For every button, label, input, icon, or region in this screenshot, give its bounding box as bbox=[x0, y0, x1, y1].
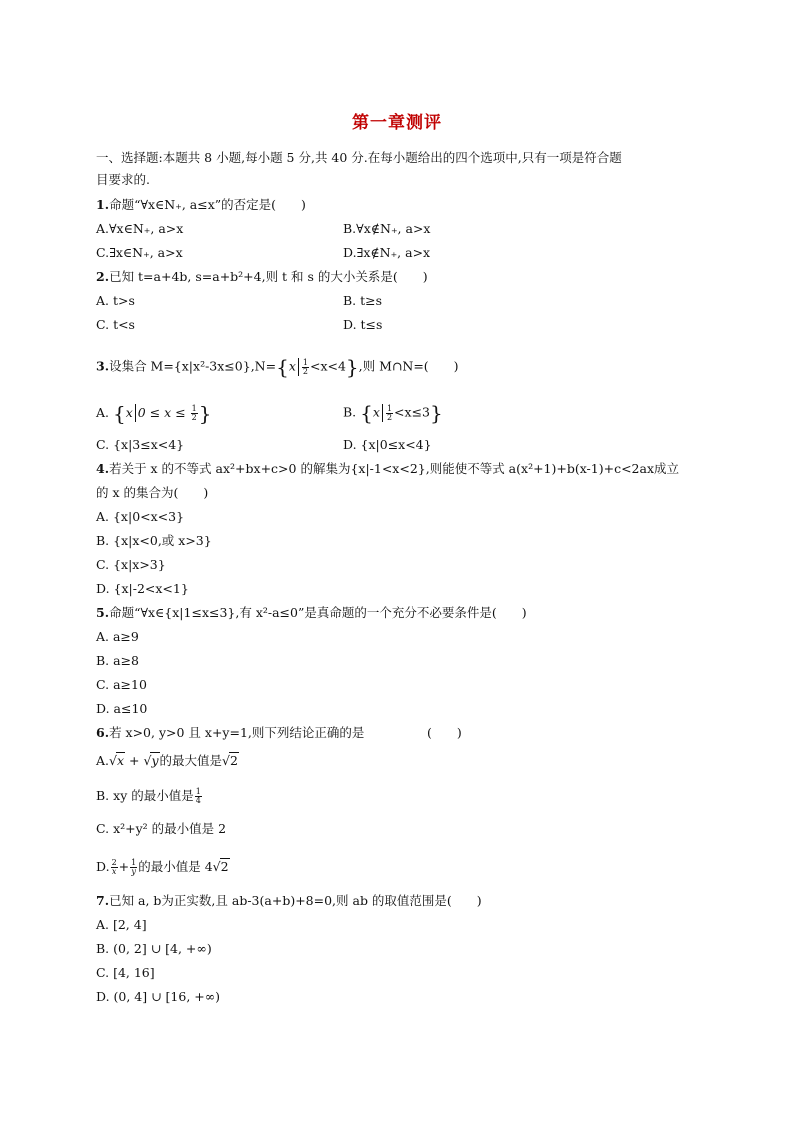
fraction: $\frac{1}{2}$ bbox=[386, 403, 393, 422]
question-7 bbox=[96, 893, 482, 909]
sqrt-icon: √ bbox=[212, 859, 221, 874]
option-d: D. $\frac{2}{x}$ + $\frac{1}{y}$ 的最小值是 4√2 bbox=[96, 858, 229, 876]
option-c: C. [4, 16] bbox=[96, 965, 155, 980]
fraction: $\frac{1}{4}$ bbox=[195, 787, 201, 805]
fraction: $\frac{2}{x}$ bbox=[111, 858, 117, 876]
option-b: B. t≥s bbox=[343, 293, 383, 308]
question-stem: 若 x>0, y>0 且 x+y=1,则下列结论正确的是 bbox=[109, 725, 365, 740]
page-title: 第一章测评 bbox=[352, 113, 442, 133]
option-a: A.∀x∈N₊, a>x bbox=[96, 221, 184, 236]
left-brace-icon: { bbox=[360, 401, 373, 425]
question-number: 3. bbox=[96, 358, 110, 374]
option-d: D. a≤10 bbox=[96, 701, 148, 716]
question-1 bbox=[96, 197, 306, 213]
set-condition: <x<4 bbox=[309, 358, 346, 374]
option-a: A. [2, 4] bbox=[96, 917, 147, 932]
option-c: C.∃x∈N₊, a>x bbox=[96, 245, 183, 260]
set-bar-icon bbox=[382, 404, 383, 422]
option-d: D. {x|-2<x<1} bbox=[96, 581, 189, 596]
question-2-options-row-1 bbox=[96, 293, 383, 309]
option-c: C. x²+y² 的最小值是 2 bbox=[96, 821, 227, 836]
sqrt-icon: √ bbox=[109, 753, 117, 768]
section-intro-line-1: 一、选择题:本题共 8 小题,每小题 5 分,共 40 分.在每小题给出的四个选项中,只有一项是符合题 bbox=[96, 150, 622, 165]
option-a: A. {x|0<x<3} bbox=[96, 509, 185, 524]
option-b: B. {x $\frac{1}{2}$ <x≤3} bbox=[343, 401, 443, 425]
fraction: $\frac{1}{2}$ bbox=[302, 357, 308, 376]
option-d: D.∃x∉N₊, a>x bbox=[343, 245, 431, 260]
option-c: C. {x|x>3} bbox=[96, 557, 166, 572]
question-stem-part-1: 设集合 M={x|x²-3x≤0},N= bbox=[109, 358, 277, 374]
section-intro-line-2: 目要求的. bbox=[96, 172, 150, 187]
question-1-options-row-2 bbox=[96, 245, 431, 261]
option-b: B. {x|x<0,或 x>3} bbox=[96, 533, 212, 548]
answer-paren: ( ) bbox=[427, 725, 462, 740]
question-3-options-row-2 bbox=[96, 437, 432, 453]
sqrt-icon: √ bbox=[143, 753, 152, 768]
question-number: 5. bbox=[96, 605, 110, 620]
fraction: $\frac{1}{y}$ bbox=[131, 858, 137, 876]
option-a: A. t>s bbox=[96, 293, 135, 308]
question-number: 7. bbox=[96, 893, 110, 908]
question-number: 6. bbox=[96, 725, 110, 740]
question-3-options-row-1 bbox=[96, 401, 443, 425]
option-b: B. xy 的最小值是 $\frac{1}{4}$ bbox=[96, 787, 201, 805]
option-b: B. (0, 2] ∪ [4, +∞) bbox=[96, 941, 212, 956]
question-1-options-row-1 bbox=[96, 221, 431, 237]
set-bar-icon bbox=[298, 358, 299, 376]
right-brace-icon: } bbox=[198, 401, 212, 425]
option-a: A. a≥9 bbox=[96, 629, 139, 644]
right-brace-icon: } bbox=[430, 401, 443, 425]
question-6 bbox=[96, 725, 462, 741]
question-stem-part-2: ,则 M∩N=( ) bbox=[358, 358, 459, 374]
set-bar-icon bbox=[135, 404, 136, 422]
question-2-options-row-2 bbox=[96, 317, 383, 333]
left-brace-icon: { bbox=[276, 355, 289, 379]
option-b: B. a≥8 bbox=[96, 653, 140, 668]
question-2 bbox=[96, 269, 428, 285]
left-brace-icon: { bbox=[113, 401, 126, 425]
option-d: D. t≤s bbox=[343, 317, 383, 332]
option-c: C. {x|3≤x<4} bbox=[96, 437, 185, 452]
set-variable: x bbox=[288, 358, 296, 374]
question-number: 2. bbox=[96, 269, 110, 284]
question-stem: 已知 a, b为正实数,且 ab-3(a+b)+8=0,则 ab 的取值范围是( ) bbox=[109, 893, 482, 908]
question-number: 4. bbox=[96, 461, 110, 476]
question-4-line-1 bbox=[96, 461, 679, 477]
right-brace-icon: } bbox=[345, 355, 359, 379]
option-d: D. (0, 4] ∪ [16, +∞) bbox=[96, 989, 221, 1004]
question-stem: 命题“∀x∈N₊, a≤x”的否定是( ) bbox=[109, 197, 306, 212]
sqrt-icon: √ bbox=[222, 753, 230, 768]
option-a: A.√x + √y的最大值是√2 bbox=[96, 753, 238, 768]
option-c: C. t<s bbox=[96, 317, 135, 332]
option-b: B.∀x∉N₊, a>x bbox=[343, 221, 431, 236]
option-d: D. {x|0≤x<4} bbox=[343, 437, 432, 452]
question-stem: 已知 t=a+4b, s=a+b²+4,则 t 和 s 的大小关系是( ) bbox=[109, 269, 428, 284]
question-number: 1. bbox=[96, 197, 110, 212]
question-5 bbox=[96, 605, 527, 621]
option-c: C. a≥10 bbox=[96, 677, 147, 692]
question-3 bbox=[96, 355, 459, 379]
question-4-line-2: 的 x 的集合为( ) bbox=[96, 485, 209, 500]
option-a: A. {x 0 ≤ x ≤ $\frac{1}{2}$ } bbox=[96, 401, 212, 425]
question-stem: 若关于 x 的不等式 ax²+bx+c>0 的解集为{x|-1<x<2},则能使不等式 a(x²+1)+b(x-1)+c<2ax成立 bbox=[109, 461, 680, 476]
question-stem: 命题“∀x∈{x|1≤x≤3},有 x²-a≤0”是真命题的一个充分不必要条件是( ) bbox=[109, 605, 527, 620]
fraction: $\frac{1}{2}$ bbox=[191, 403, 197, 422]
